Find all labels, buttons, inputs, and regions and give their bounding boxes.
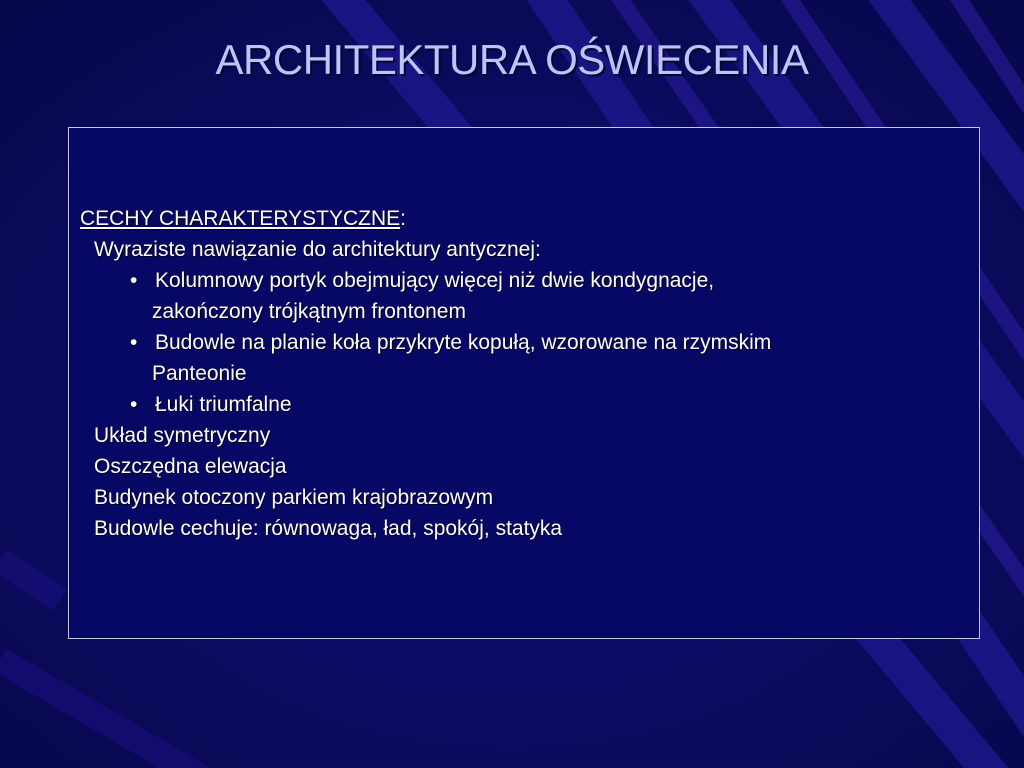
content-box (68, 127, 980, 639)
section-heading-colon: : (400, 207, 406, 230)
bullet-marker: • (130, 331, 138, 354)
list-item: Budowle cechuje: równowaga, ład, spokój, statyka (94, 517, 563, 540)
bullet-marker: • (130, 269, 138, 292)
bullet-continuation: Panteonie (152, 362, 247, 385)
list-item: Budynek otoczony parkiem krajobrazowym (94, 486, 494, 509)
bullet-text: Łuki triumfalne (155, 393, 292, 416)
section-heading (80, 203, 970, 234)
list-item: Układ symetryczny (94, 424, 271, 447)
slide-title: ARCHITEKTURA OŚWIECENIA (215, 36, 809, 83)
section-heading-text: CECHY CHARAKTERYSTYCZNE (80, 207, 401, 230)
bullet-item (80, 327, 970, 358)
list-item: Oszczędna elewacja (94, 455, 287, 478)
bullet-marker: • (130, 393, 138, 416)
bullet-text: Kolumnowy portyk obejmujący więcej niż dwie kondygnacje, (155, 269, 715, 292)
intro-point: Wyraziste nawiązanie do architektury antycznej: (94, 238, 541, 261)
bullet-item (80, 389, 970, 420)
bullet-item (80, 265, 970, 296)
bullet-text: Budowle na planie koła przykryte kopułą, wzorowane na rzymskim (155, 331, 772, 354)
content-text (80, 203, 970, 544)
bullet-continuation: zakończony trójkątnym frontonem (152, 300, 466, 323)
